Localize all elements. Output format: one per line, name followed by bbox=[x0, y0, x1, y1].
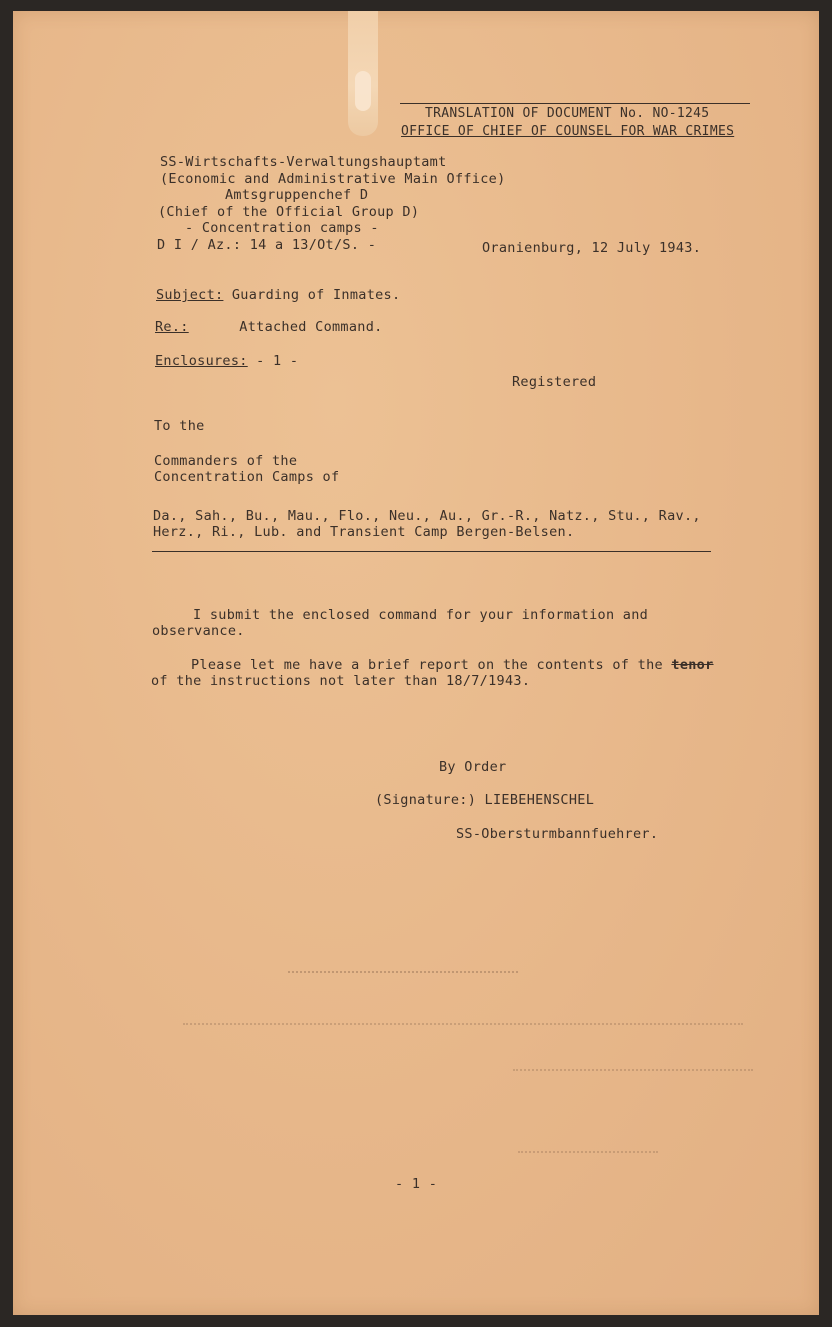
registered-note: Registered bbox=[512, 374, 597, 390]
recipient-line-1: To the bbox=[154, 418, 205, 434]
re-label: Re.: bbox=[155, 319, 189, 335]
body-paragraph-1-line-1: I submit the enclosed command for your information and bbox=[193, 607, 649, 623]
paper-clip-highlight bbox=[355, 71, 371, 111]
by-order: By Order bbox=[439, 759, 507, 775]
recipient-camps-line-2: Herz., Ri., Lub. and Transient Camp Bergen-Belsen. bbox=[153, 524, 575, 540]
bleed-through-mark bbox=[183, 1023, 743, 1027]
bleed-through-mark bbox=[288, 957, 518, 973]
sender-line-3: Amtsgruppenchef D bbox=[225, 187, 369, 203]
enclosures-label: Enclosures: bbox=[155, 353, 248, 369]
document-page bbox=[13, 11, 819, 1315]
header-top-rule bbox=[400, 103, 750, 104]
sender-line-2: (Economic and Administrative Main Office) bbox=[160, 171, 506, 187]
subject-row bbox=[156, 287, 400, 303]
bleed-through-mark bbox=[513, 1069, 753, 1073]
reference-number: D I / Az.: 14 a 13/Ot/S. - bbox=[157, 237, 377, 253]
subject-label: Subject: bbox=[156, 287, 224, 303]
sender-line-5: - Concentration camps - bbox=[185, 220, 379, 236]
recipient-line-2: Commanders of the bbox=[154, 453, 298, 469]
office-line: OFFICE OF CHIEF OF COUNSEL FOR WAR CRIMES bbox=[401, 124, 735, 139]
sender-line-1: SS-Wirtschafts-Verwaltungshauptamt bbox=[160, 154, 447, 170]
translation-line: TRANSLATION OF DOCUMENT No. NO-1245 bbox=[425, 106, 710, 121]
separator-rule bbox=[152, 551, 711, 552]
enclosures-row bbox=[155, 353, 298, 369]
place-date: Oranienburg, 12 July 1943. bbox=[482, 240, 702, 256]
recipient-camps-line-1: Da., Sah., Bu., Mau., Flo., Neu., Au., Gr.-R., Natz., Stu., Rav., bbox=[153, 508, 701, 524]
subject-value: Guarding of Inmates. bbox=[231, 287, 401, 303]
enclosures-value: - 1 - bbox=[256, 353, 299, 369]
body-paragraph-2-line-2: of the instructions not later than 18/7/1943. bbox=[151, 673, 531, 689]
signatory-rank: SS-Obersturmbannfuehrer. bbox=[456, 826, 659, 842]
re-value: Attached Command. bbox=[239, 319, 383, 335]
bleed-through-mark bbox=[518, 1151, 658, 1155]
body-paragraph-2-line-1 bbox=[191, 657, 714, 673]
body-p2-text: Please let me have a brief report on the contents of the bbox=[191, 657, 663, 673]
recipient-line-3: Concentration Camps of bbox=[154, 469, 340, 485]
body-paragraph-1-line-2: observance. bbox=[152, 623, 245, 639]
page-number: - 1 - bbox=[395, 1176, 438, 1192]
re-row bbox=[155, 319, 383, 335]
sender-line-4: (Chief of the Official Group D) bbox=[158, 204, 420, 220]
signature-line: (Signature:) LIEBEHENSCHEL bbox=[375, 792, 595, 808]
struck-word: tenor bbox=[671, 657, 714, 673]
